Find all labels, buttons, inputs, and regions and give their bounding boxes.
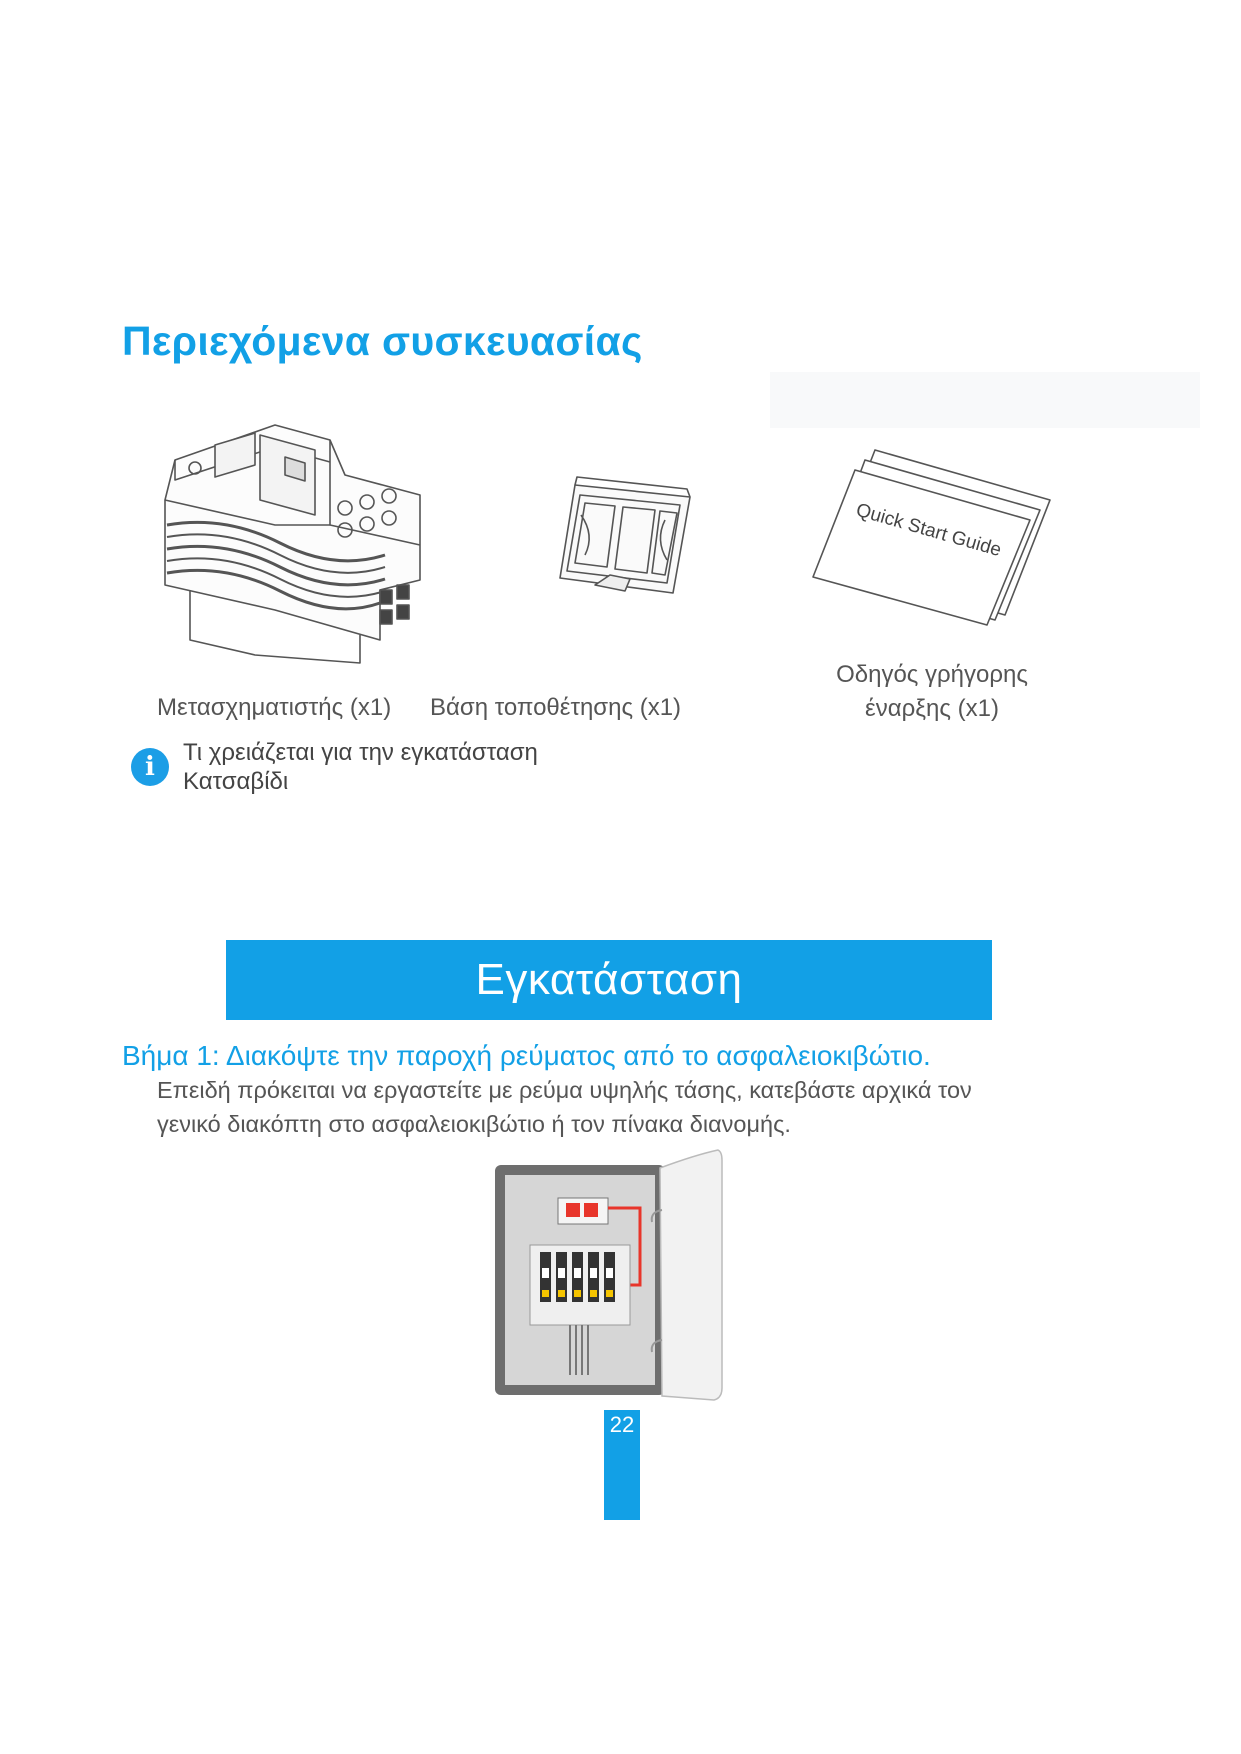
info-heading: Τι χρειάζεται για την εγκατάσταση xyxy=(183,739,538,766)
mounting-base-illustration xyxy=(555,475,695,600)
step1-body-line2: γενικό διακόπτη στο ασφαλειοκιβώτιο ή τον πίνακα διανομής. xyxy=(157,1111,791,1137)
item-label-mounting-base: Βάση τοποθέτησης (x1) xyxy=(430,694,682,721)
transformer-illustration xyxy=(155,405,435,665)
faint-background-band xyxy=(770,372,1200,428)
page-number: 22 xyxy=(609,1412,635,1437)
info-tool: Κατσαβίδι xyxy=(183,768,289,795)
guide-label-line1: Οδηγός γρήγορης xyxy=(836,661,1028,688)
installation-banner: Εγκατάσταση xyxy=(226,940,992,1020)
quick-start-guide-illustration xyxy=(815,445,1055,625)
step1-title: Βήμα 1: Διακόψτε την παροχή ρεύματος από το ασφαλειοκιβώτιο. xyxy=(122,1040,931,1071)
guide-label-line2: έναρξης (x1) xyxy=(865,695,999,722)
step1-body-line1: Επειδή πρόκειται να εργαστείτε με ρεύμα υψηλής τάσης, κατεβάστε αρχικά τον xyxy=(157,1077,972,1103)
item-label-transformer: Μετασχηματιστής (x1) xyxy=(157,694,392,721)
fuse-box-illustration xyxy=(490,1150,730,1400)
item-label-quick-start-guide xyxy=(812,658,1052,726)
info-icon: i xyxy=(131,748,169,786)
section-title-package-contents: Περιεχόμενα συσκευασίας xyxy=(122,318,643,364)
booklet-title-text: Quick Start Guide xyxy=(853,499,1004,562)
